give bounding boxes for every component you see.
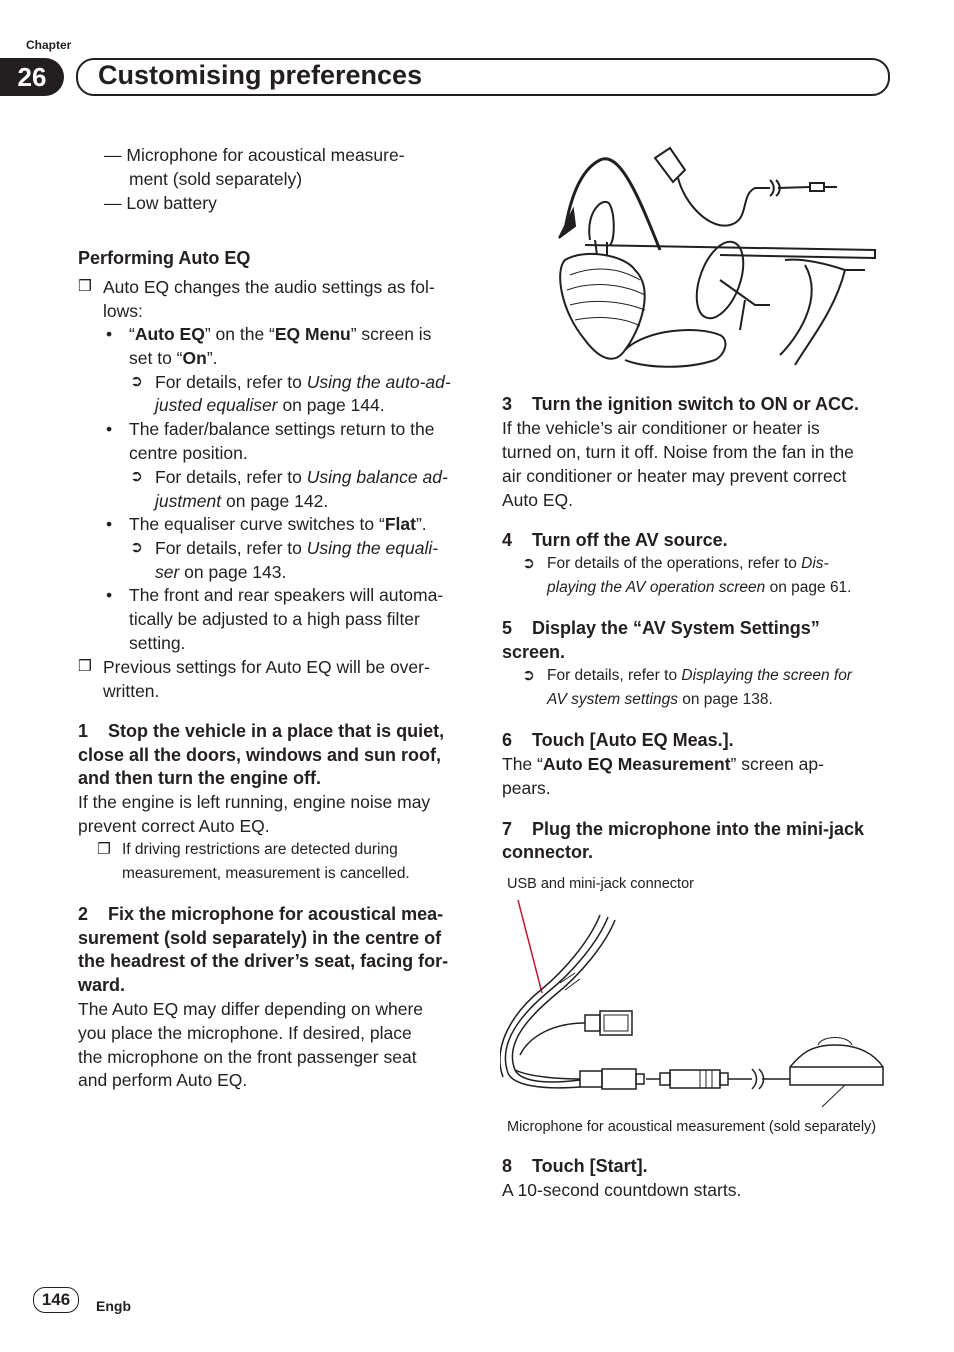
section-title: Performing Auto EQ [78, 248, 251, 268]
dash-item-battery: — Low battery [104, 193, 217, 213]
step-1-note-cont: measurement, measurement is cancelled. [122, 865, 410, 882]
checkbox-icon: ❒ [78, 658, 92, 675]
step-3-text-cont: Auto EQ. [502, 490, 574, 510]
bullet-icon: • [106, 324, 113, 344]
ref-equaliser: For details, refer to Using the equali- [155, 538, 439, 558]
chapter-title: Customising preferences [98, 60, 423, 90]
ref-av-settings-cont: AV system settings on page 138. [547, 691, 773, 708]
step-2-heading-cont: ward. [78, 975, 126, 995]
dash-item-microphone: — Microphone for acoustical measure- [104, 145, 405, 165]
chapter-number: 26 [0, 58, 64, 96]
step-1-heading-cont: and then turn the engine off. [78, 768, 321, 788]
note-auto-eq-cont: lows: [103, 301, 143, 321]
ref-balance-cont: justment on page 142. [155, 491, 329, 511]
bullet-speakers: The front and rear speakers will automa- [129, 585, 444, 605]
step-3-text-cont: turned on, turn it off. Noise from the fan in the [502, 442, 854, 462]
step-2-heading-cont: the headrest of the driver’s seat, facing for- [78, 951, 449, 971]
step-1-note: If driving restrictions are detected during [122, 841, 398, 858]
bullet-speakers-cont: tically be adjusted to a high pass filter [129, 609, 420, 629]
bullet-icon: • [106, 585, 113, 605]
checkbox-icon: ❒ [97, 841, 111, 858]
bullet-fader-cont: centre position. [129, 443, 248, 463]
ref-auto-eq: For details, refer to Using the auto-ad- [155, 372, 451, 392]
step-2-text-cont: and perform Auto EQ. [78, 1070, 248, 1090]
step-7-heading-cont: connector. [502, 842, 594, 862]
step-3-text-cont: air conditioner or heater may prevent correct [502, 466, 847, 486]
ref-av-operation: For details of the operations, refer to Dis- [547, 555, 829, 572]
step-5-heading: 5 Display the “AV System Settings” [502, 618, 820, 638]
step-1-text: If the engine is left running, engine noise may [78, 792, 431, 812]
note-auto-eq: Auto EQ changes the audio settings as fol- [103, 277, 435, 297]
bullet-fader: The fader/balance settings return to the [129, 419, 435, 439]
step-6-heading: 6 Touch [Auto EQ Meas.]. [502, 730, 734, 750]
ref-av-settings: For details, refer to Displaying the screen for [547, 667, 852, 684]
step-2-text: The Auto EQ may differ depending on where [78, 999, 424, 1019]
connector-cable-illustration [500, 895, 890, 1115]
dash-item-microphone-cont: ment (sold separately) [129, 169, 303, 189]
ref-balance: For details, refer to Using balance ad- [155, 467, 448, 487]
caption-microphone: Microphone for acoustical measurement (sold separately) [507, 1119, 877, 1135]
language-code: Engb [96, 1298, 131, 1314]
step-2-text-cont: the microphone on the front passenger seat [78, 1047, 417, 1067]
car-seat-illustration [545, 140, 885, 375]
step-1-text-cont: prevent correct Auto EQ. [78, 816, 270, 836]
step-6-text: The “Auto EQ Measurement” screen ap- [502, 754, 824, 774]
arrow-icon: ➲ [130, 468, 143, 485]
arrow-icon: ➲ [522, 667, 535, 684]
note-previous-settings-cont: written. [103, 681, 160, 701]
step-1-heading: 1 Stop the vehicle in a place that is quiet, [78, 721, 445, 741]
ref-equaliser-cont: ser on page 143. [155, 562, 287, 582]
bullet-eq-curve: The equaliser curve switches to “Flat”. [129, 514, 427, 534]
step-2-heading: 2 Fix the microphone for acoustical mea- [78, 904, 444, 924]
page-number: 146 [33, 1287, 79, 1313]
step-2-heading-cont: surement (sold separately) in the centre of [78, 928, 442, 948]
arrow-icon: ➲ [130, 539, 143, 556]
bullet-auto-eq-on-cont: set to “On”. [129, 348, 218, 368]
step-7-heading: 7 Plug the microphone into the mini-jack [502, 819, 865, 839]
checkbox-icon: ❒ [78, 278, 92, 295]
bullet-auto-eq-on: “Auto EQ” on the “EQ Menu” screen is [129, 324, 432, 344]
arrow-icon: ➲ [130, 373, 143, 390]
step-3-heading: 3 Turn the ignition switch to ON or ACC. [502, 394, 859, 414]
note-previous-settings: Previous settings for Auto EQ will be over- [103, 657, 430, 677]
chapter-label: Chapter [26, 38, 72, 52]
bullet-speakers-cont: setting. [129, 633, 186, 653]
step-3-text: If the vehicle’s air conditioner or heater is [502, 418, 820, 438]
arrow-icon: ➲ [522, 555, 535, 572]
bullet-icon: • [106, 514, 113, 534]
ref-av-operation-cont: playing the AV operation screen on page 61. [547, 579, 852, 596]
step-6-text-cont: pears. [502, 778, 551, 798]
step-5-heading-cont: screen. [502, 642, 566, 662]
ref-auto-eq-cont: justed equaliser on page 144. [155, 395, 385, 415]
step-8-text: A 10-second countdown starts. [502, 1180, 742, 1200]
step-4-heading: 4 Turn off the AV source. [502, 530, 728, 550]
caption-usb-connector: USB and mini-jack connector [507, 876, 694, 892]
step-1-heading-cont: close all the doors, windows and sun roof, [78, 745, 442, 765]
step-2-text-cont: you place the microphone. If desired, place [78, 1023, 412, 1043]
step-8-heading: 8 Touch [Start]. [502, 1156, 648, 1176]
bullet-icon: • [106, 419, 113, 439]
